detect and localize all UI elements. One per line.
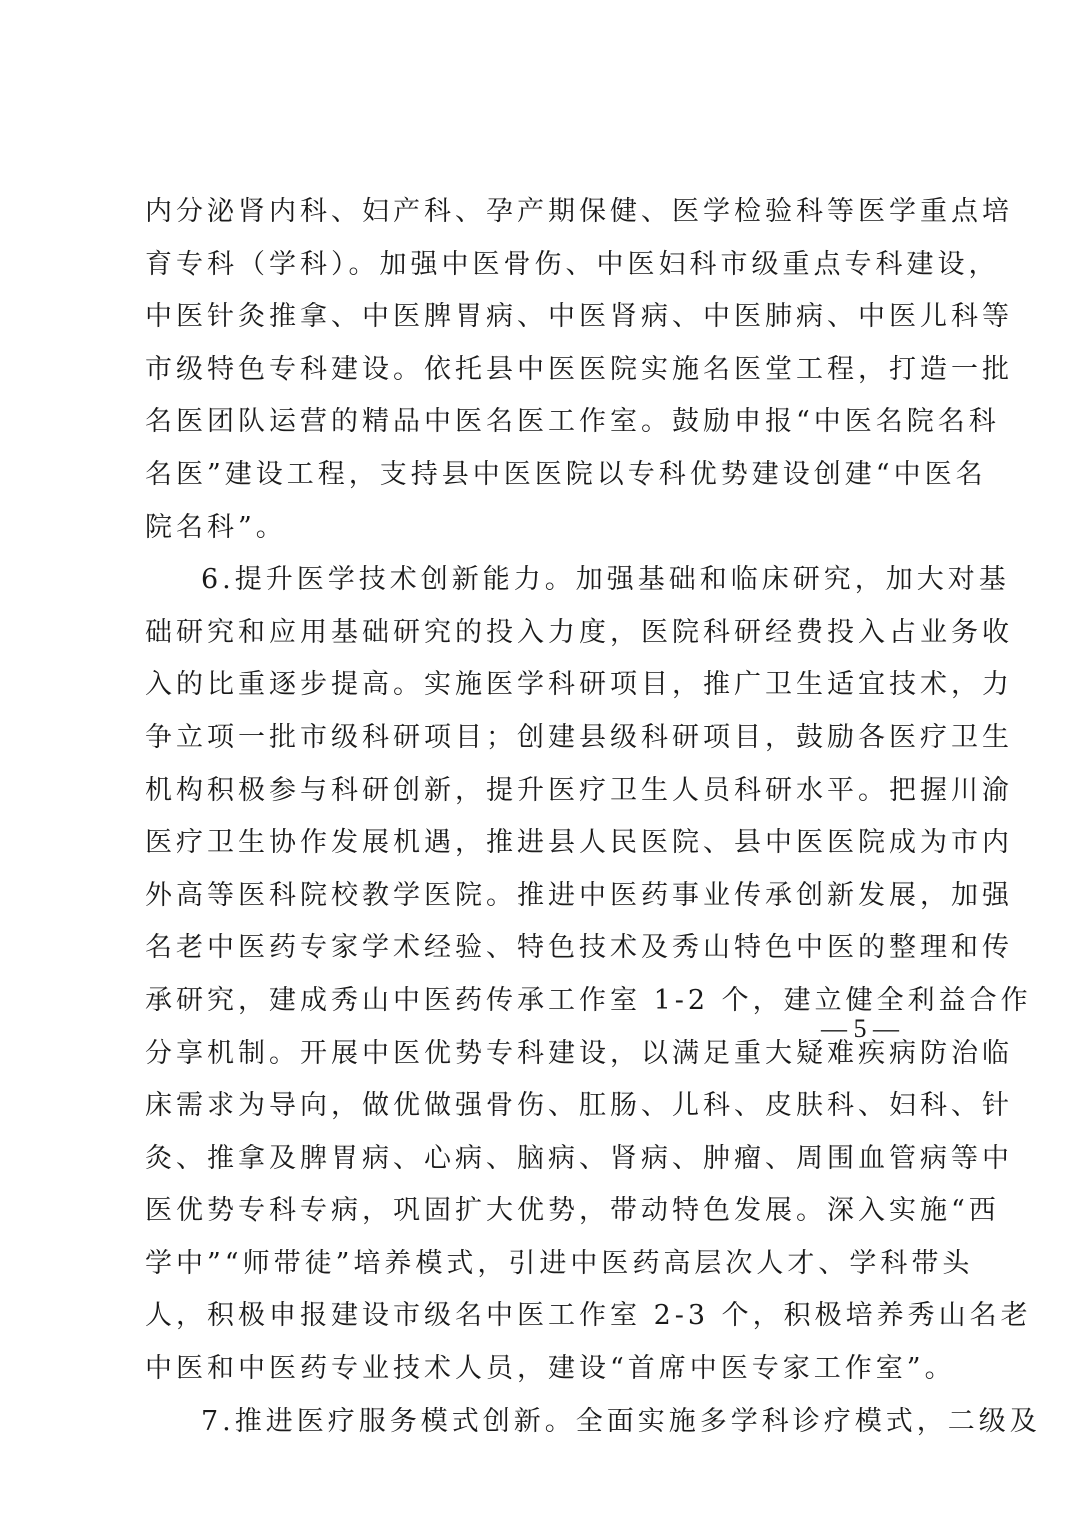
text-line: 医疗卫生协作发展机遇，推进县人民医院、县中医医院成为市内 [145,827,1013,859]
page-number: — 5 — [821,1014,899,1043]
text-line: 中医针灸推拿、中医脾胃病、中医肾病、中医肺病、中医儿科等 [145,301,1013,333]
text-line: 医优势专科专病，巩固扩大优势，带动特色发展。深入实施“西 [145,1195,1000,1227]
text-line: 争立项一批市级科研项目；创建县级科研项目，鼓励各医疗卫生 [145,721,1013,753]
text-line: 名医”建设工程，支持县中医医院以专科优势建设创建“中医名 [145,458,987,490]
text-line: 育专科（学科）。加强中医骨伤、中医妇科市级重点专科建设， [145,248,1000,280]
text-line: 院名科”。 [145,511,287,543]
text-line: 分享机制。开展中医优势专科建设，以满足重大疑难疾病防治临 [145,1037,1013,1069]
text-line: 名老中医药专家学术经验、特色技术及秀山特色中医的整理和传 [145,932,1013,964]
body-text [145,186,1041,1448]
text-line: 市级特色专科建设。依托县中医医院实施名医堂工程，打造一批 [145,353,1013,385]
text-line: 承研究，建成秀山中医药传承工作室 1-2 个，建立健全利益合作 [145,984,1032,1016]
text-line: 人，积极申报建设市级名中医工作室 2-3 个，积极培养秀山名老 [145,1300,1032,1332]
section-heading-line: 7.推进医疗服务模式创新。全面实施多学科诊疗模式，二级及 [201,1405,1041,1437]
text-line: 入的比重逐步提高。实施医学科研项目，推广卫生适宜技术，力 [145,669,1013,701]
text-line: 名医团队运营的精品中医名医工作室。鼓励申报“中医名院名科 [145,406,1000,438]
text-line: 灸、推拿及脾胃病、心病、脑病、肾病、肿瘤、周围血管病等中 [145,1142,1013,1174]
section-heading-line: 6.提升医学技术创新能力。加强基础和临床研究，加大对基 [201,564,1010,596]
text-line: 床需求为导向，做优做强骨伤、肛肠、儿科、皮肤科、妇科、针 [145,1090,1013,1122]
text-line: 中医和中医药专业技术人员，建设“首席中医专家工作室”。 [145,1353,956,1385]
text-line: 机构积极参与科研创新，提升医疗卫生人员科研水平。把握川渝 [145,774,1013,806]
text-line: 内分泌肾内科、妇产科、孕产期保健、医学检验科等医学重点培 [145,196,1013,227]
text-line: 学中”“师带徒”培养模式，引进中医药高层次人才、学科带头 [145,1247,974,1279]
text-line: 础研究和应用基础研究的投入力度，医院科研经费投入占业务收 [145,616,1013,648]
text-line: 外高等医科院校教学医院。推进中医药事业传承创新发展，加强 [145,879,1013,911]
